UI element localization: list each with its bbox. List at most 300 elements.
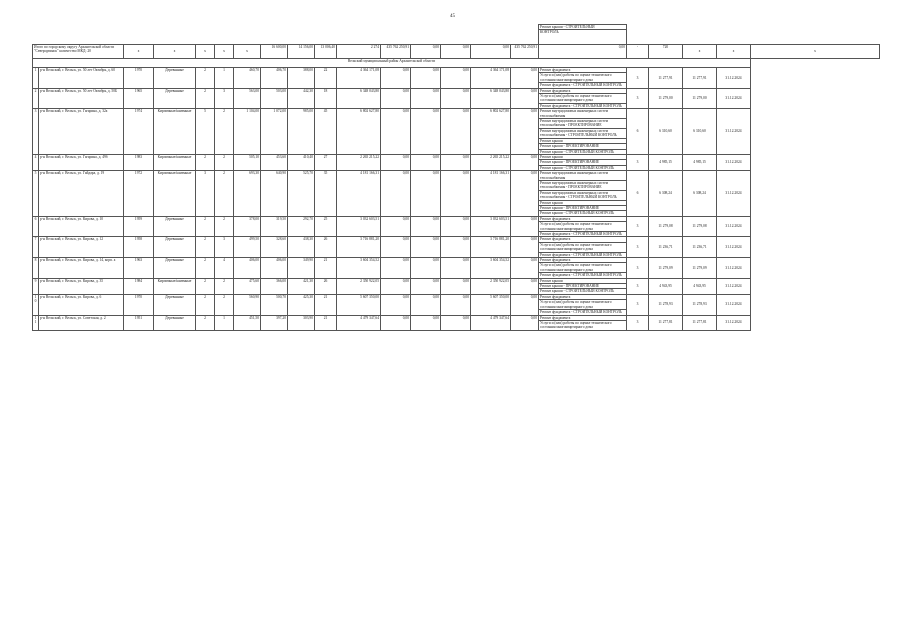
cell-other: 0,00	[511, 154, 539, 170]
table-row	[33, 88, 880, 109]
cell-f3: 0,00	[441, 315, 471, 330]
cell-a2: 328,60	[261, 237, 288, 258]
cell-a1: 451,50	[234, 315, 261, 330]
cell-year: 1983	[124, 154, 154, 170]
table-row	[33, 154, 880, 170]
cell-year: 1958	[124, 237, 154, 258]
cell-f3: 0,00	[441, 88, 471, 109]
cell-addr: р-н Вельский, г. Вельск, ул. Кирова, д. 10	[39, 216, 124, 237]
cell-f3: 0,00	[441, 68, 471, 89]
work-item: Ремонт внутридомовых инженерных систем теплоснабжения	[539, 109, 626, 119]
cell-other: 0,00	[511, 258, 539, 279]
cell-ent: 2	[215, 109, 234, 155]
cell-floors: 2	[196, 154, 215, 170]
works-cell	[539, 258, 627, 279]
cell-unit: 11 279,09	[649, 258, 683, 279]
cell-cnt: 3	[627, 68, 649, 89]
cell-unit: 11 277,91	[649, 68, 683, 89]
cell-f3: 0,00	[441, 216, 471, 237]
work-item: Ремонт фундамента	[539, 295, 626, 300]
cell-a1: 499,50	[234, 237, 261, 258]
cell-a2: 640,90	[261, 171, 288, 217]
cell-res: 21	[315, 258, 337, 279]
cell-a2: 500,70	[261, 294, 288, 315]
top-row-work-cell	[539, 25, 627, 45]
cell-f2: 0,00	[411, 294, 441, 315]
cell-unit: 4 985,15	[649, 154, 683, 170]
cell-date: 31.12.2024	[717, 171, 751, 217]
cell-f2: 0,00	[411, 109, 441, 155]
cell-n: 1	[33, 68, 39, 89]
cell-cnt: 6	[627, 171, 649, 217]
cell-addr: р-н Вельский, г. Вельск, ул. Кирова, д. 35	[39, 278, 124, 294]
works-cell	[539, 278, 627, 294]
cell-lim: 11 279,09	[683, 258, 717, 279]
region-title: Вельский муниципальный район Архангельской области	[33, 59, 751, 68]
work-item: Ремонт фундамента	[539, 68, 626, 73]
cell-date: 31.12.2024	[717, 216, 751, 237]
cell-year: 1974	[124, 109, 154, 155]
cell-ent: 1	[215, 315, 234, 330]
cell-year: 1984	[124, 278, 154, 294]
cell-res: 21	[315, 294, 337, 315]
work-item: Услуги и (или) работы по оценке технического состояния многоквартирного дома	[539, 263, 626, 273]
cell-cnt: 3	[627, 237, 649, 258]
cell-total: 6 348 043,80	[337, 88, 381, 109]
page-number: 45	[450, 14, 455, 19]
cell-a3: 349,90	[288, 258, 315, 279]
cell-own: 3 032 603,51	[471, 216, 511, 237]
cell-f1: 0,00	[381, 154, 411, 170]
cell-own: 4 181 166,31	[471, 171, 511, 217]
cell-unit: 4 943,95	[649, 278, 683, 294]
cell-own: 2 265 215,22	[471, 154, 511, 170]
cell-a3: 388,00	[288, 68, 315, 89]
cell-other: 0,00	[511, 237, 539, 258]
cell-f2: 0,00	[411, 171, 441, 217]
cell-lim: 11 277,81	[683, 315, 717, 330]
cell-own: 4 479 347,64	[471, 315, 511, 330]
cell-year: 1970	[124, 294, 154, 315]
work-item: Ремонт крыши - ПРОЕКТИРОВАНИЕ	[539, 144, 626, 149]
cell-a1: 560,90	[234, 294, 261, 315]
cell-other: 0,00	[511, 88, 539, 109]
cell-addr: р-н Вельский, г. Вельск, ул. Гагарина, д. 49б	[39, 154, 124, 170]
cell-f1: 0,00	[381, 171, 411, 217]
cell-a3: 438,30	[288, 237, 315, 258]
cell-floors: 5	[196, 109, 215, 155]
cell-lim: 11 277,91	[683, 68, 717, 89]
cell-a2: 1 072,00	[261, 109, 288, 155]
total-row	[33, 45, 880, 59]
cell-date: 31.12.2024	[717, 258, 751, 279]
cell-f3: 0,00	[441, 278, 471, 294]
work-item: Ремонт крыши	[539, 279, 626, 284]
cell-year: 1963	[124, 258, 154, 279]
cell-res: 45	[315, 109, 337, 155]
total-cell: x	[234, 45, 261, 59]
cell-total: 2 265 215,22	[337, 154, 381, 170]
cell-f3: 0,00	[441, 109, 471, 155]
table-row	[33, 315, 880, 330]
cell-addr: р-н Вельский, г. Вельск, ул. Гагарина, д. 32а	[39, 109, 124, 155]
total-cell: x	[717, 45, 751, 59]
cell-walls: Кирпичные/каменные	[154, 154, 196, 170]
table-row	[33, 68, 880, 89]
cell-a1: 1 104,00	[234, 109, 261, 155]
works-cell	[539, 154, 627, 170]
total-cell: x	[751, 45, 880, 59]
cell-walls: Деревянные	[154, 68, 196, 89]
total-cell: 0,00	[539, 45, 627, 59]
cell-date: 31.12.2024	[717, 315, 751, 330]
cell-unit: 11 279,08	[649, 216, 683, 237]
cell-date: 31.12.2024	[717, 109, 751, 155]
work-item: Ремонт фундамента - СТРОИТЕЛЬНЫЙ КОНТРОЛЬ	[540, 252, 622, 257]
cell-n: 5	[33, 171, 39, 217]
total-cell: x	[196, 45, 215, 59]
cell-addr: р-н Вельский, г. Вельск, ул. Кирова, д. 6	[39, 294, 124, 315]
total-cell: 14 156,00	[288, 45, 315, 59]
cell-floors: 2	[196, 216, 215, 237]
cell-total: 4 364 171,08	[337, 68, 381, 89]
cell-unit: 11 278,93	[649, 294, 683, 315]
work-item: Ремонт фундамента - СТРОИТЕЛЬНЫЙ КОНТРОЛЬ	[540, 103, 622, 108]
cell-f2: 0,00	[411, 315, 441, 330]
work-item: Ремонт крыши - СТРОИТЕЛЬНЫЙ КОНТРОЛЬ	[540, 165, 615, 170]
cell-own: 3 604 354,52	[471, 258, 511, 279]
work-item: Ремонт фундамента	[539, 316, 626, 321]
cell-ent: 2	[215, 294, 234, 315]
capital-repair-table	[32, 24, 880, 331]
work-item: Ремонт крыши	[539, 139, 626, 144]
cell-f2: 0,00	[411, 278, 441, 294]
cell-f1: 0,00	[381, 109, 411, 155]
work-item: Услуги и (или) работы по оценке технического состояния многоквартирного дома	[539, 94, 626, 104]
cell-n: 2	[33, 88, 39, 109]
cell-total: 3 716 881,20	[337, 237, 381, 258]
top-row	[33, 25, 880, 45]
cell-a1: 475,60	[234, 278, 261, 294]
table-row	[33, 237, 880, 258]
table-row	[33, 258, 880, 279]
cell-unit: 11 279,00	[649, 88, 683, 109]
cell-f2: 0,00	[411, 88, 441, 109]
cell-f2: 0,00	[411, 258, 441, 279]
cell-a3: 421,30	[288, 278, 315, 294]
cell-lim: 4 943,95	[683, 278, 717, 294]
cell-addr: р-н Вельский, г. Вельск, ул. Гайдара, д. 19	[39, 171, 124, 217]
work-item: Услуги и (или) работы по оценке технического состояния многоквартирного дома	[539, 222, 626, 232]
cell-f3: 0,00	[441, 154, 471, 170]
total-cell: 0,00	[441, 45, 471, 59]
cell-res: 21	[315, 315, 337, 330]
total-cell: 435 762 250,91	[511, 45, 539, 59]
cell-ent: 2	[215, 154, 234, 170]
work-item: Ремонт крыши - СТРОИТЕЛЬНЫЙ КОНТРОЛЬ	[540, 211, 615, 216]
cell-f1: 0,00	[381, 258, 411, 279]
cell-a2: 503,00	[261, 88, 288, 109]
total-cell: x	[683, 45, 717, 59]
work-item: Ремонт фундамента	[539, 217, 626, 222]
cell-unit: 11 236,71	[649, 237, 683, 258]
cell-lim: 11 279,08	[683, 216, 717, 237]
cell-lim: 11 278,93	[683, 294, 717, 315]
cell-f2: 0,00	[411, 68, 441, 89]
cell-a2: 453,60	[261, 154, 288, 170]
cell-floors: 2	[196, 278, 215, 294]
cell-walls: Деревянные	[154, 237, 196, 258]
total-count-cell: 720	[649, 45, 683, 59]
cell-a1: 505,10	[234, 154, 261, 170]
cell-year: 1959	[124, 216, 154, 237]
cell-f3: 0,00	[441, 294, 471, 315]
cell-ent: 2	[215, 278, 234, 294]
cell-year: 1972	[124, 171, 154, 217]
total-work-cell: -	[627, 45, 649, 59]
total-cell: 0,00	[471, 45, 511, 59]
cell-ent: 3	[215, 88, 234, 109]
cell-total: 3 032 603,51	[337, 216, 381, 237]
cell-walls: Деревянные	[154, 294, 196, 315]
works-cell	[539, 88, 627, 109]
cell-cnt: 3	[627, 154, 649, 170]
cell-addr: р-н Вельский, г. Вельск, ул. 50 лет Октября, д. 50Б	[39, 88, 124, 109]
cell-a3: 525,70	[288, 171, 315, 217]
cell-a3: 985,00	[288, 109, 315, 155]
cell-ent: 2	[215, 171, 234, 217]
total-label: Итого по городскому округу Архангельской области "Северодвинск" количество МКД: 20	[33, 45, 124, 59]
cell-total: 3 604 354,52	[337, 258, 381, 279]
cell-n: 6	[33, 216, 39, 237]
cell-n: 11	[33, 315, 39, 330]
table-row	[33, 171, 880, 217]
works-cell	[539, 109, 627, 155]
work-item: Ремонт внутридомовых инженерных систем теплоснабжения	[539, 171, 626, 181]
cell-ent: 3	[215, 237, 234, 258]
cell-res: 35	[315, 171, 337, 217]
cell-lim: 4 985,15	[683, 154, 717, 170]
cell-res: 18	[315, 88, 337, 109]
work-item: Ремонт крыши - ПРОЕКТИРОВАНИЕ	[539, 206, 626, 211]
work-item: Ремонт фундамента	[539, 89, 626, 94]
cell-date: 31.12.2024	[717, 278, 751, 294]
work-item: КОНТРОЛЬ	[540, 30, 559, 35]
cell-a3: 303,90	[288, 315, 315, 330]
cell-other: 0,00	[511, 278, 539, 294]
works-cell	[539, 216, 627, 237]
cell-unit: 11 277,81	[649, 315, 683, 330]
cell-ent: 2	[215, 216, 234, 237]
work-item: Ремонт внутридомовых инженерных систем теплоснабжения - СТРОИТЕЛЬНЫЙ КОНТРОЛЬ	[539, 191, 626, 201]
cell-walls: Кирпичные/каменные	[154, 109, 196, 155]
cell-own: 5 607 350,00	[471, 294, 511, 315]
cell-date: 31.12.2024	[717, 294, 751, 315]
cell-cnt: 3	[627, 258, 649, 279]
total-cell: 0,00	[411, 45, 441, 59]
cell-floors: 2	[196, 258, 215, 279]
work-item: Услуги и (или) работы по оценке технического состояния многоквартирного дома	[539, 73, 626, 83]
cell-lim: 6 310,60	[683, 109, 717, 155]
work-item: Ремонт внутридомовых инженерных систем теплоснабжения - СТРОИТЕЛЬНЫЙ КОНТРОЛЬ	[539, 129, 626, 139]
cell-a3: 410,40	[288, 154, 315, 170]
cell-total: 6 802 627,80	[337, 109, 381, 155]
cell-total: 2 350 922,05	[337, 278, 381, 294]
cell-f1: 0,00	[381, 88, 411, 109]
work-item: Ремонт фундамента - СТРОИТЕЛЬНЫЙ КОНТРОЛЬ	[540, 83, 622, 88]
cell-lim: 11 236,71	[683, 237, 717, 258]
total-cell: x	[124, 45, 154, 59]
cell-ent: 4	[215, 258, 234, 279]
cell-other: 0,00	[511, 68, 539, 89]
cell-total: 4 181 166,31	[337, 171, 381, 217]
cell-date: 31.12.2024	[717, 237, 751, 258]
cell-res: 27	[315, 154, 337, 170]
cell-f3: 0,00	[441, 237, 471, 258]
cell-walls: Кирпичные/каменные	[154, 278, 196, 294]
table-row	[33, 109, 880, 155]
work-item: Ремонт крыши - СТРОИТЕЛЬНЫЙ	[539, 25, 626, 30]
work-item: Ремонт крыши	[539, 155, 626, 160]
cell-walls: Деревянные	[154, 315, 196, 330]
cell-res: 22	[315, 68, 337, 89]
cell-a2: 406,00	[261, 258, 288, 279]
cell-cnt: 3	[627, 315, 649, 330]
cell-cnt: 3	[627, 88, 649, 109]
cell-year: 1970	[124, 68, 154, 89]
cell-cnt: 6	[627, 109, 649, 155]
cell-lim: 6 308,24	[683, 171, 717, 217]
cell-walls: Деревянные	[154, 88, 196, 109]
work-item: Ремонт крыши - СТРОИТЕЛЬНЫЙ КОНТРОЛЬ	[540, 289, 615, 294]
cell-a1: 693,30	[234, 171, 261, 217]
cell-f3: 0,00	[441, 171, 471, 217]
cell-floors: 2	[196, 294, 215, 315]
cell-f2: 0,00	[411, 216, 441, 237]
cell-a3: 442,30	[288, 88, 315, 109]
work-item: Ремонт фундамента	[539, 237, 626, 242]
works-cell	[539, 171, 627, 217]
cell-walls: Деревянные	[154, 258, 196, 279]
cell-ent: 1	[215, 68, 234, 89]
cell-year: 1951	[124, 315, 154, 330]
cell-a2: 366,00	[261, 278, 288, 294]
table-row	[33, 278, 880, 294]
cell-res: 25	[315, 216, 337, 237]
cell-year: 1965	[124, 88, 154, 109]
cell-f3: 0,00	[441, 258, 471, 279]
cell-n: 3	[33, 109, 39, 155]
work-item: Ремонт фундамента	[539, 258, 626, 263]
total-cell: x	[154, 45, 196, 59]
work-item: Ремонт крыши	[539, 201, 626, 206]
cell-date: 31.12.2024	[717, 154, 751, 170]
cell-a2: 406,70	[261, 68, 288, 89]
cell-a2: 397,20	[261, 315, 288, 330]
cell-other: 0,00	[511, 171, 539, 217]
work-item: Ремонт крыши - ПРОЕКТИРОВАНИЕ	[539, 160, 626, 165]
cell-a2: 319,50	[261, 216, 288, 237]
cell-total: 4 479 347,64	[337, 315, 381, 330]
cell-floors: 2	[196, 68, 215, 89]
cell-cnt: 3	[627, 294, 649, 315]
total-cell: 2 274	[337, 45, 381, 59]
cell-f1: 0,00	[381, 278, 411, 294]
cell-own: 2 350 922,05	[471, 278, 511, 294]
cell-f1: 0,00	[381, 315, 411, 330]
work-item: Ремонт фундамента - СТРОИТЕЛЬНЫЙ КОНТРОЛЬ	[540, 273, 622, 278]
region-row	[33, 59, 880, 68]
works-cell	[539, 237, 627, 258]
work-item: Услуги и (или) работы по оценке технического состояния многоквартирного дома	[539, 243, 626, 253]
cell-other: 0,00	[511, 315, 539, 330]
cell-cnt: 3	[627, 278, 649, 294]
cell-n: 4	[33, 154, 39, 170]
cell-unit: 6 310,60	[649, 109, 683, 155]
cell-a1: 460,70	[234, 68, 261, 89]
cell-total: 5 607 350,00	[337, 294, 381, 315]
works-cell	[539, 315, 627, 330]
total-cell: 13 006,40	[315, 45, 337, 59]
total-cell: x	[215, 45, 234, 59]
cell-other: 0,00	[511, 294, 539, 315]
work-item: Услуги и (или) работы по оценке технического состояния многоквартирного дома	[540, 320, 612, 330]
table-row	[33, 294, 880, 315]
cell-own: 6 802 627,80	[471, 109, 511, 155]
cell-floors: 3	[196, 171, 215, 217]
cell-f1: 0,00	[381, 294, 411, 315]
cell-own: 3 716 881,20	[471, 237, 511, 258]
cell-floors: 2	[196, 237, 215, 258]
cell-cnt: 3	[627, 216, 649, 237]
total-cell: 435 762 250,91	[381, 45, 411, 59]
work-item: Ремонт крыши - ПРОЕКТИРОВАНИЕ	[539, 284, 626, 289]
work-item: Ремонт внутридомовых инженерных систем теплоснабжения - ПРОЕКТИРОВАНИЕ	[539, 181, 626, 191]
work-item: Ремонт внутридомовых инженерных систем теплоснабжения - ПРОЕКТИРОВАНИЕ	[539, 119, 626, 129]
cell-addr: р-н Вельский, г. Вельск, ул. 50 лет Октября, д. 60	[39, 68, 124, 89]
cell-a1: 563,00	[234, 88, 261, 109]
cell-n: 8	[33, 258, 39, 279]
cell-f1: 0,00	[381, 68, 411, 89]
cell-addr: р-н Вельский, г. Вельск, ул. Кирова, д. 14, корп. а	[39, 258, 124, 279]
cell-own: 4 364 171,08	[471, 68, 511, 89]
cell-res: 26	[315, 278, 337, 294]
cell-walls: Деревянные	[154, 216, 196, 237]
cell-date: 31.12.2024	[717, 88, 751, 109]
cell-other: 0,00	[511, 216, 539, 237]
cell-date: 31.12.2024	[717, 68, 751, 89]
cell-own: 6 348 043,80	[471, 88, 511, 109]
cell-a1: 378,00	[234, 216, 261, 237]
table-row	[33, 216, 880, 237]
cell-walls: Кирпичные/каменные	[154, 171, 196, 217]
cell-unit: 6 308,24	[649, 171, 683, 217]
cell-other: 0,00	[511, 109, 539, 155]
work-item: Ремонт фундамента - СТРОИТЕЛЬНЫЙ КОНТРОЛЬ	[540, 232, 622, 236]
cell-a1: 406,00	[234, 258, 261, 279]
cell-n: 7	[33, 237, 39, 258]
cell-addr: р-н Вельский, г. Вельск, ул. Советская, д. 2	[39, 315, 124, 330]
cell-addr: р-н Вельский, г. Вельск, ул. Кирова, д. 12	[39, 237, 124, 258]
cell-n: 10	[33, 294, 39, 315]
cell-f2: 0,00	[411, 237, 441, 258]
cell-n: 9	[33, 278, 39, 294]
cell-floors: 2	[196, 315, 215, 330]
work-item: Ремонт фундамента - СТРОИТЕЛЬНЫЙ КОНТРОЛЬ	[540, 310, 622, 315]
cell-f1: 0,00	[381, 237, 411, 258]
cell-a3: 425,30	[288, 294, 315, 315]
cell-floors: 2	[196, 88, 215, 109]
